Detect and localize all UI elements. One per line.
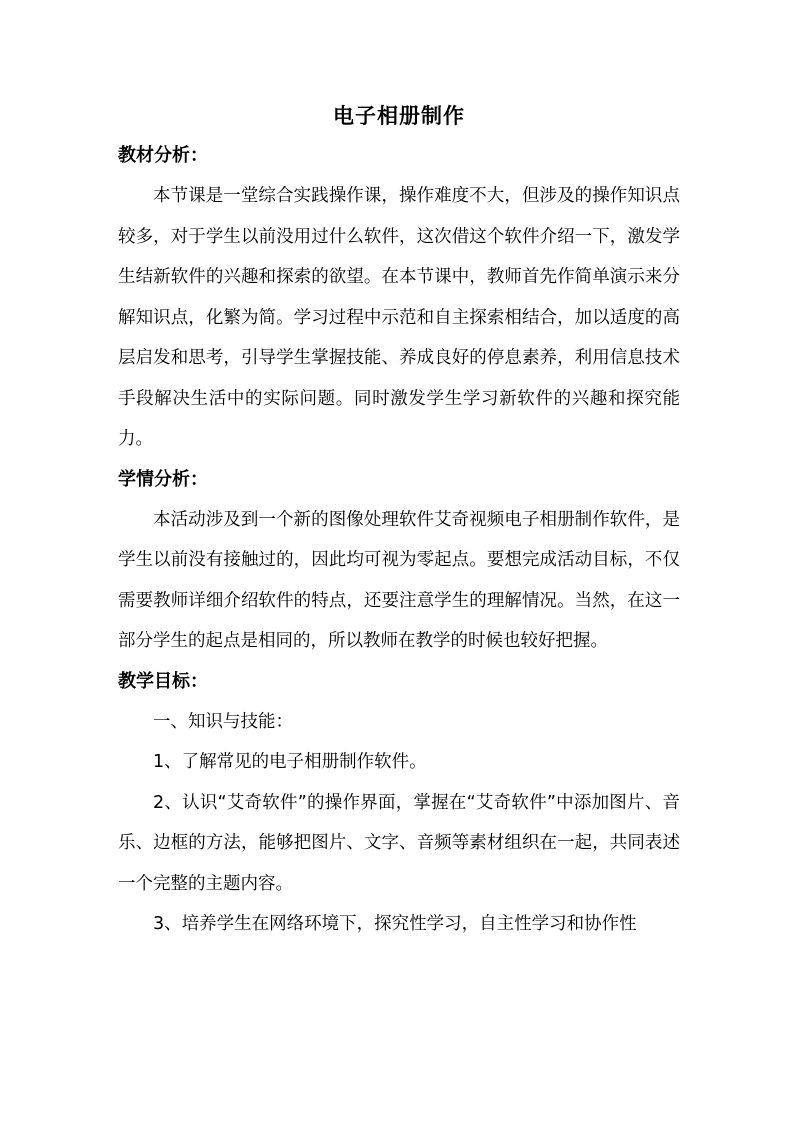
students-paragraph: 本活动涉及到一个新的图像处理软件艾奇视频电子相册制作软件，是学生以前没有接触过的，因此均可视为零起点。要想完成活动目标，不仅需要教师详细介绍软件的特点，还要注意学生的理解情况。当然，在这一部分学生的起点是相同的，所以教师在教学的时候也较好把握。 [118, 509, 680, 651]
section-heading-goals: 教学目标： [118, 670, 208, 692]
goal-item-1: 1、了解常见的电子相册制作软件。 [153, 752, 427, 772]
materials-paragraph: 本节课是一堂综合实践操作课，操作难度不大，但涉及的操作知识点较多，对于学生以前没用过什么软件，这次借这个软件介绍一下，激发学生结新软件的兴趣和探索的欲望。在本节课中，教师首先作简单演示来分解知识点，化繁为简。学习过程中示范和自主探索相结合，加以适度的高层启发和思考，引导学生掌握技能、养成良好的停息素养，利用信息技术手段解决生活中的实际问题。同时激发学生学习新软件的兴趣和探究能力。 [118, 186, 680, 449]
document-page [118, 96, 680, 945]
goals-subheading: 一、知识与技能： [153, 711, 293, 732]
document-title: 电子相册制作 [333, 104, 465, 128]
goal-item-3: 3、培养学生在网络环境下，探究性学习，自主性学习和协作性 [153, 914, 637, 934]
section-heading-materials: 教材分析： [118, 145, 208, 166]
goal-item-2: 2、认识“艾奇软件”的操作界面，掌握在“艾奇软件”中添加图片、音乐、边框的方法，能够把图片、文字、音频等素材组织在一起，共同表述一个完整的主题内容。 [118, 792, 680, 894]
section-heading-students: 学情分析： [118, 468, 208, 490]
